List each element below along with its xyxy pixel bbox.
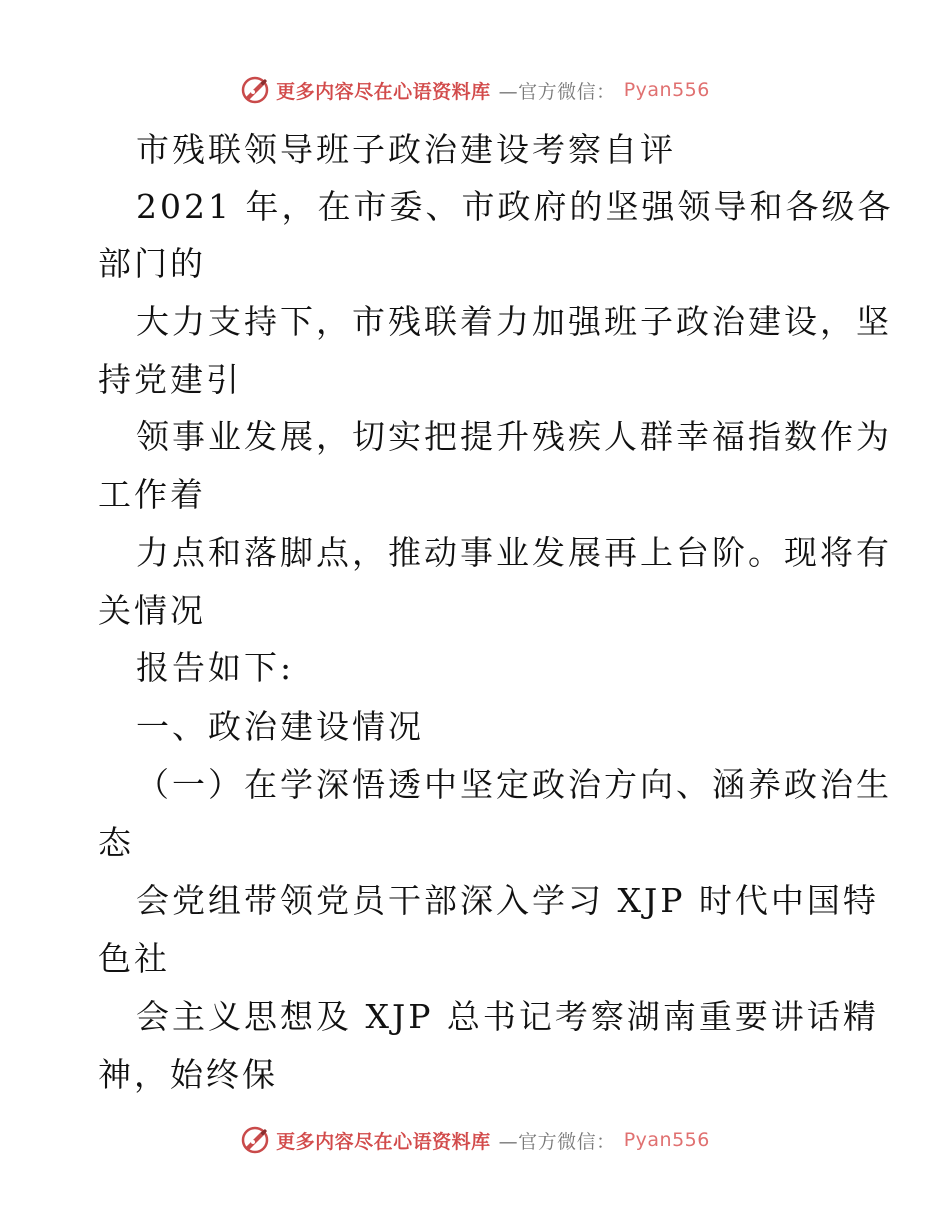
subsection-heading: （一）在学深悟透中坚定政治方向、涵养政治生 <box>136 765 892 804</box>
paragraph-line: 领事业发展，切实把提升残疾人群幸福指数作为 <box>136 417 892 456</box>
paragraph-line: 关情况 <box>98 591 206 630</box>
watermark-dash-text: —官方微信： <box>498 1130 616 1153</box>
paragraph-line: 神，始终保 <box>98 1055 278 1094</box>
watermark-logo-icon <box>240 75 270 105</box>
paragraph-line: 部门的 <box>98 244 206 283</box>
watermark-main-text: 更多内容尽在心语资料库 <box>276 80 491 103</box>
watermark-banner-top <box>0 70 950 110</box>
paragraph-line: 2021 年，在市委、市政府的坚强领导和各级各 <box>136 187 894 226</box>
paragraph-line: 色社 <box>98 939 170 978</box>
document-title: 市残联领导班子政治建设考察自评 <box>136 130 676 169</box>
paragraph-line: 工作着 <box>98 475 206 514</box>
paragraph-line: 会党组带领党员干部深入学习 XJP 时代中国特 <box>136 881 879 920</box>
paragraph-line: 报告如下: <box>136 648 295 687</box>
paragraph-line: 大力支持下，市残联着力加强班子政治建设，坚 <box>136 302 892 341</box>
paragraph-line: 力点和落脚点，推动事业发展再上台阶。现将有 <box>136 533 892 572</box>
paragraph-line: 持党建引 <box>98 360 242 399</box>
section-heading: 一、政治建设情况 <box>136 707 424 746</box>
watermark-main-text: 更多内容尽在心语资料库 <box>276 1130 491 1153</box>
watermark-logo-icon <box>240 1125 270 1155</box>
watermark-account-text: Pyan556 <box>623 79 710 101</box>
watermark-banner-bottom <box>0 1120 950 1160</box>
paragraph-line: 态 <box>98 823 134 862</box>
paragraph-line: 会主义思想及 XJP 总书记考察湖南重要讲话精 <box>136 997 879 1036</box>
watermark-account-text: Pyan556 <box>623 1129 710 1151</box>
watermark-dash-text: —官方微信： <box>498 80 616 103</box>
